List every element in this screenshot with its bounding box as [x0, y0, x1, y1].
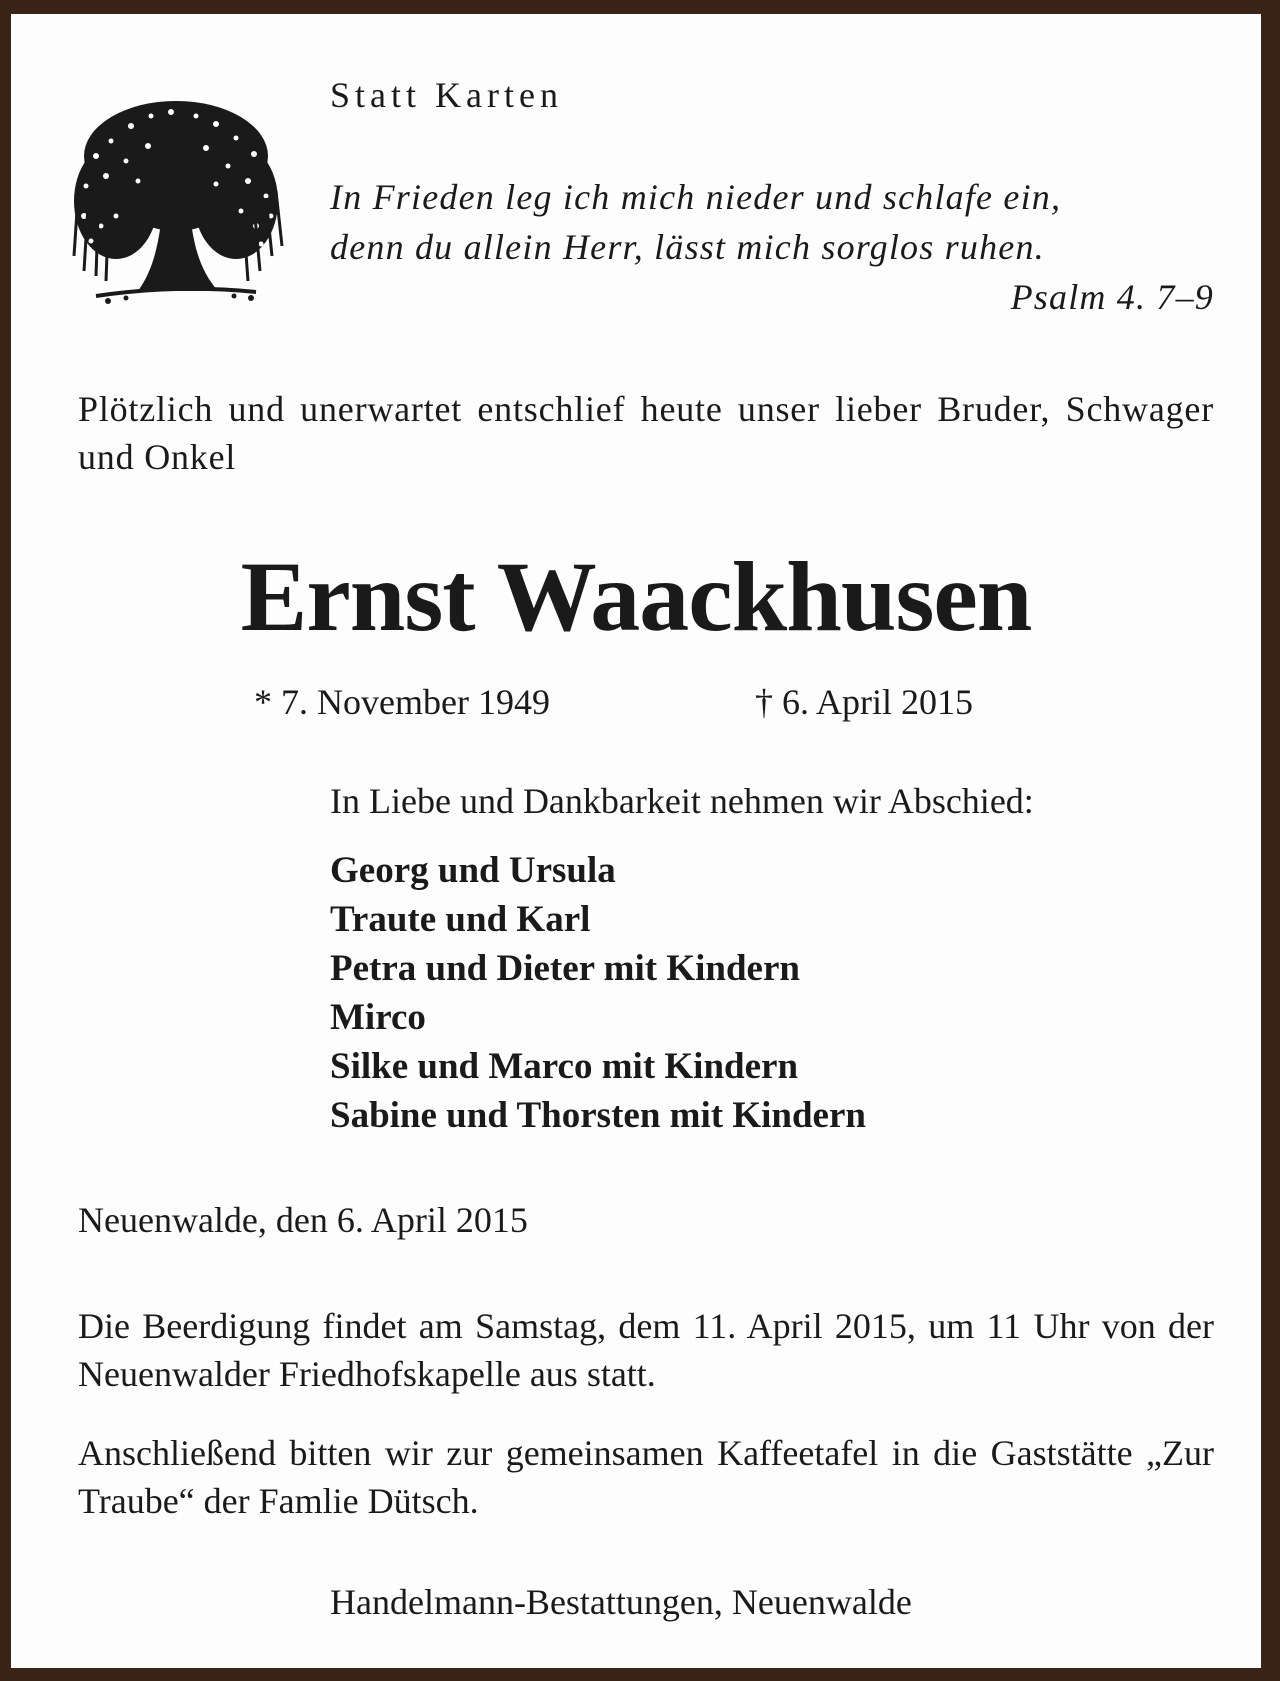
farewell-line: In Liebe und Dankbarkeit nehmen wir Abschied:	[330, 781, 1034, 821]
list-item: Traute und Karl	[330, 899, 591, 940]
birth-date: * 7. November 1949	[254, 682, 550, 722]
list-item: Petra und Dieter mit Kindern	[330, 948, 800, 989]
funeral-info: Die Beerdigung findet am Samstag, dem 11. April 2015, um 11 Uhr von der Neuenwalder Friedhofskapelle aus statt.	[78, 1306, 1214, 1394]
mourners-list	[330, 846, 866, 1140]
verse-reference: Psalm 4. 7–9	[1010, 277, 1214, 317]
deceased-name: Ernst Waackhusen	[240, 541, 1032, 652]
list-item: Silke und Marco mit Kindern	[330, 1046, 799, 1087]
willow-tree-icon	[56, 86, 296, 316]
intro-text: Plötzlich und unerwartet entschlief heute unser lieber Bruder, Schwager und Onkel	[78, 389, 1214, 477]
obituary-notice	[11, 14, 1261, 1668]
undertaker: Handelmann-Bestattungen, Neuenwalde	[330, 1582, 912, 1622]
coffee-info: Anschließend bitten wir zur gemeinsamen Kaffeetafel in die Gaststätte „Zur Traube“ der Famlie Dütsch.	[78, 1433, 1214, 1521]
verse-line-2: denn du allein Herr, lässt mich sorglos ruhen.	[330, 227, 1045, 267]
list-item: Mirco	[330, 997, 426, 1038]
notice-header: Statt Karten	[330, 75, 563, 115]
list-item: Sabine und Thorsten mit Kindern	[330, 1095, 866, 1136]
death-date: † 6. April 2015	[755, 682, 974, 722]
list-item: Georg und Ursula	[330, 850, 616, 891]
verse-line-1: In Frieden leg ich mich nieder und schlafe ein,	[330, 177, 1062, 217]
place-date: Neuenwalde, den 6. April 2015	[78, 1200, 528, 1240]
